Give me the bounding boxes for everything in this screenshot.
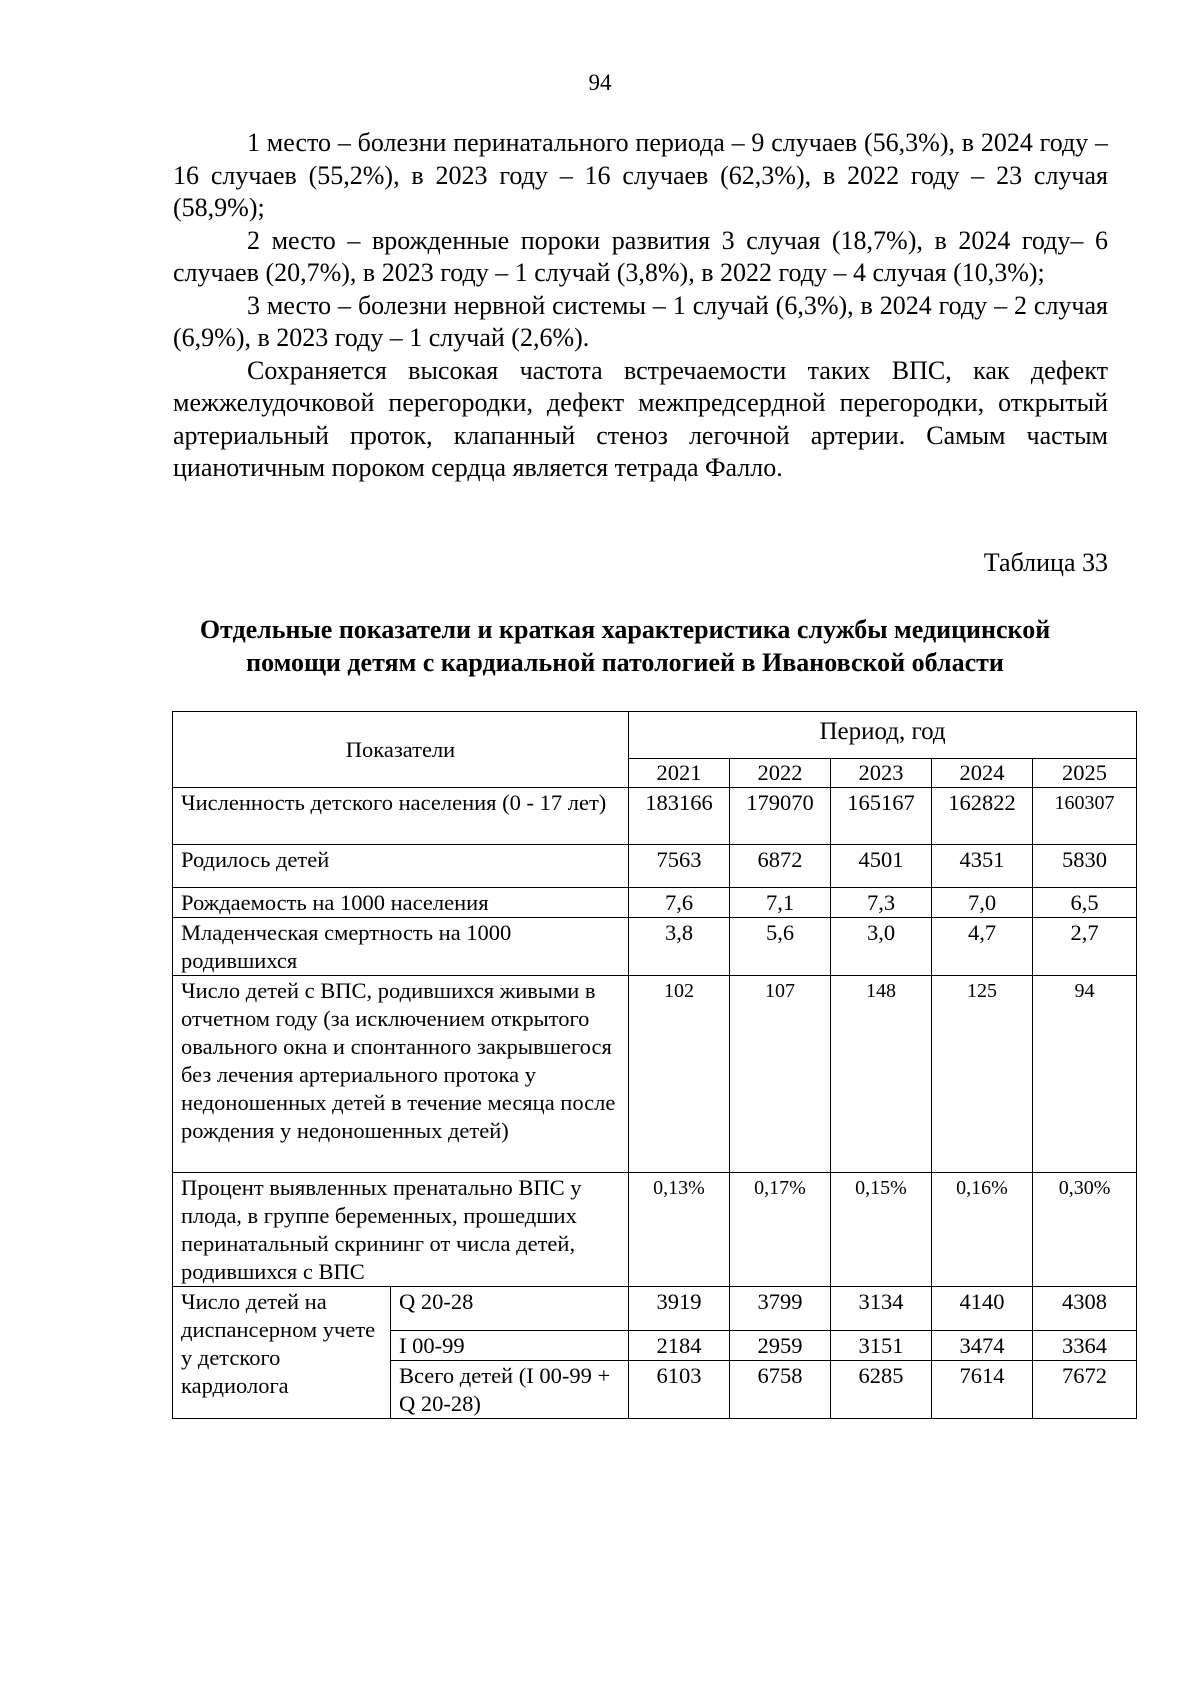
table-row — [173, 888, 1137, 918]
table-cell: 5830 — [1033, 845, 1137, 888]
table-cell: 7563 — [629, 845, 730, 888]
page-number: 94 — [588, 70, 612, 95]
table-cell: 3474 — [932, 1331, 1033, 1361]
row-label: Родилось детей — [173, 845, 629, 888]
subrow-label: Q 20-28 — [391, 1287, 629, 1331]
table-cell: 0,30% — [1033, 1173, 1137, 1287]
table-cell: 102 — [629, 976, 730, 1173]
table-cell: 4351 — [932, 845, 1033, 888]
table-row — [173, 1173, 1137, 1287]
table-cell: 3919 — [629, 1287, 730, 1331]
table-row — [173, 788, 1137, 845]
row-label: Рождаемость на 1000 населения — [173, 888, 629, 918]
table-cell: 125 — [932, 976, 1033, 1173]
table-cell: 3134 — [831, 1287, 932, 1331]
table-cell: 107 — [730, 976, 831, 1173]
subrow-label: I 00-99 — [391, 1331, 629, 1361]
table-cell: 4140 — [932, 1287, 1033, 1331]
table-cell: 3364 — [1033, 1331, 1137, 1361]
table-cell: 4308 — [1033, 1287, 1137, 1331]
body-text — [173, 127, 1108, 485]
year-header: 2021 — [629, 759, 730, 788]
table-cell: 3151 — [831, 1331, 932, 1361]
table-cell: 0,17% — [730, 1173, 831, 1287]
subrow-label: Всего детей (I 00-99 + Q 20-28) — [391, 1361, 629, 1419]
table-cell: 94 — [1033, 976, 1137, 1173]
table-cell: 3,8 — [629, 918, 730, 976]
paragraph-3: 3 место – болезни нервной системы – 1 случай (6,3%), в 2024 году – 2 случая (6,9%), в 2023 году – 1 случай (2,6%). — [173, 290, 1108, 352]
year-header: 2024 — [932, 759, 1033, 788]
table-cell: 7672 — [1033, 1361, 1137, 1419]
year-header: 2022 — [730, 759, 831, 788]
year-header: 2023 — [831, 759, 932, 788]
table-cell: 4,7 — [932, 918, 1033, 976]
row-label: Младенческая смертность на 1000 родившихся — [173, 918, 629, 976]
table-cell: 7,3 — [831, 888, 932, 918]
table-row — [173, 918, 1137, 976]
table-cell: 4501 — [831, 845, 932, 888]
table-row — [173, 1287, 1137, 1331]
table-cell: 0,16% — [932, 1173, 1033, 1287]
row-label: Процент выявленных пренатально ВПС у плода, в группе беременных, прошедших перинатальный скрининг от числа детей, родившихся с ВПС — [173, 1173, 629, 1287]
table-cell: 162822 — [932, 788, 1033, 845]
table-cell: 160307 — [1033, 788, 1137, 845]
table-cell: 183166 — [629, 788, 730, 845]
table-cell: 6285 — [831, 1361, 932, 1419]
table-cell: 6872 — [730, 845, 831, 888]
year-header: 2025 — [1033, 759, 1137, 788]
table-cell: 7614 — [932, 1361, 1033, 1419]
table-cell: 148 — [831, 976, 932, 1173]
table-cell: 7,0 — [932, 888, 1033, 918]
table-cell: 6758 — [730, 1361, 831, 1419]
table-cell: 6,5 — [1033, 888, 1137, 918]
paragraph-2: 2 место – врожденные пороки развития 3 случая (18,7%), в 2024 году– 6 случаев (20,7%), в 2023 году – 1 случай (3,8%), в 2022 году – 4 случая (10,3%); — [173, 225, 1108, 287]
table-title: Отдельные показатели и краткая характеристика службы медицинской помощи детям с кардиальной патологией в Ивановской области — [199, 615, 1051, 677]
table-cell: 7,1 — [730, 888, 831, 918]
row-label: Число детей с ВПС, родившихся живыми в отчетном году (за исключением открытого овального окна и спонтанного закрывшегося без лечения артериального протока у недоношенных детей в течение месяца после рождения у недоношенных детей) — [173, 976, 629, 1173]
table-row — [173, 845, 1137, 888]
table-cell: 0,13% — [629, 1173, 730, 1287]
table-cell: 7,6 — [629, 888, 730, 918]
table-cell: 2184 — [629, 1331, 730, 1361]
paragraph-4: Сохраняется высокая частота встречаемости таких ВПС, как дефект межжелудочковой перегородки, дефект межпредсердной перегородки, открытый артериальный проток, клапанный стеноз легочной артерии. Самым частым цианотичным пороком сердца является тетрада Фалло. — [173, 355, 1108, 482]
period-header: Период, год — [629, 712, 1137, 759]
header-row-1 — [173, 712, 1137, 759]
table-cell: 2,7 — [1033, 918, 1137, 976]
table-cell: 6103 — [629, 1361, 730, 1419]
table-cell: 0,15% — [831, 1173, 932, 1287]
row-label: Численность детского населения (0 - 17 лет) — [173, 788, 629, 845]
table-label: Таблица 33 — [983, 548, 1108, 577]
paragraph-1: 1 место – болезни перинатального периода – 9 случаев (56,3%), в 2024 году – 16 случаев (55,2%), в 2023 году – 16 случаев (62,3%), в 2022 году – 23 случая (58,9%); — [173, 128, 1108, 222]
table-cell: 179070 — [730, 788, 831, 845]
table-cell: 5,6 — [730, 918, 831, 976]
table-cell: 3799 — [730, 1287, 831, 1331]
table-cell: 3,0 — [831, 918, 932, 976]
group-label: Число детей на диспансерном учете у детского кардиолога — [173, 1287, 391, 1419]
table-row — [173, 976, 1137, 1173]
table-cell: 165167 — [831, 788, 932, 845]
data-table — [172, 711, 1137, 1419]
table-cell: 2959 — [730, 1331, 831, 1361]
indicator-header: Показатели — [173, 712, 629, 788]
